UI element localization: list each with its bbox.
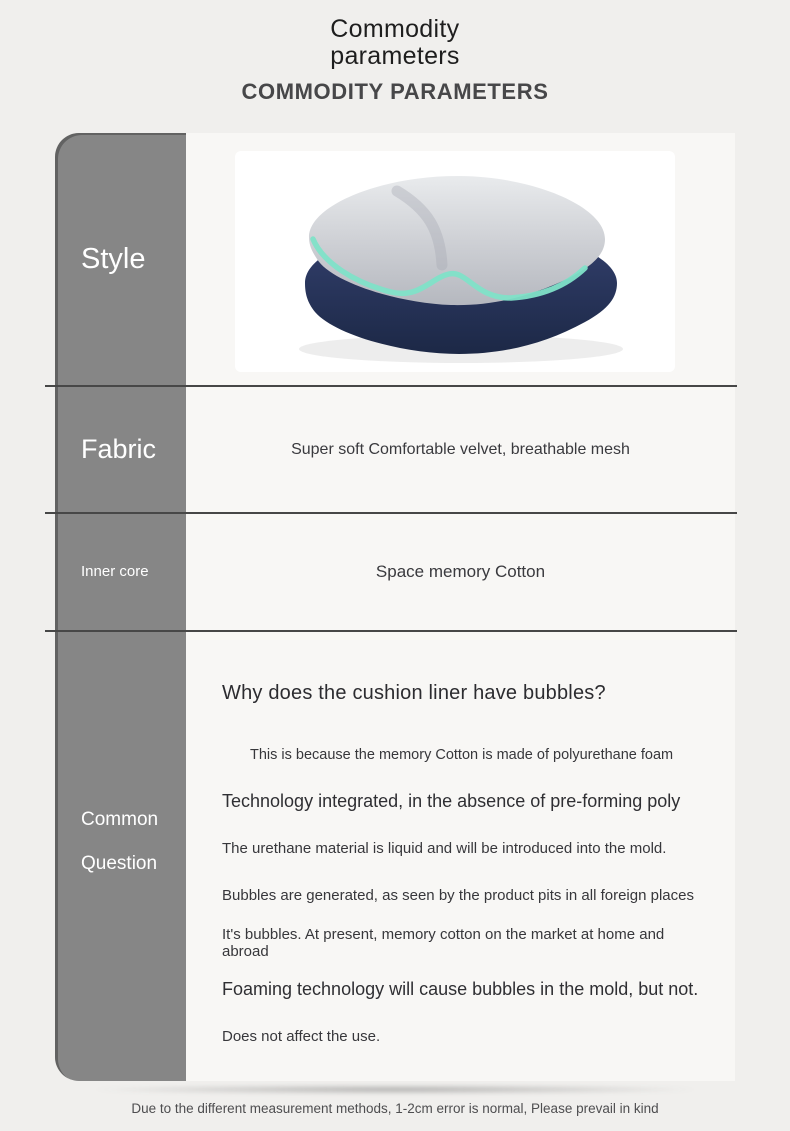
qa-answer-line: It's bubbles. At present, memory cotton on the market at home and abroad [222,925,665,960]
row-label-inner-core: Inner core [81,562,149,580]
qa-answer-line: Foaming technology will cause bubbles in the mold, but not. [222,979,699,999]
inner-core-value: Space memory Cotton [375,562,546,581]
row-label-style: Style [81,243,146,275]
row-label-fabric: Fabric [81,434,157,464]
page-title [330,16,459,70]
qa-answer-line: Does not affect the use. [222,1028,381,1045]
page-title-line1: Commodity [330,15,460,43]
measurement-disclaimer: Due to the different measurement methods, 1-2cm error is normal, Please prevail in kind [131,1101,659,1116]
page-title-line2: parameters [330,42,460,70]
row-inner-core-value [186,513,735,631]
row-common-question-value [186,631,735,1081]
qa-answer-line: The urethane material is liquid and will be introduced into the mold. [222,840,667,857]
product-image-frame [235,151,675,372]
table-value-column [186,133,735,1081]
row-fabric-value [186,386,735,513]
qa-answer-line: This is because the memory Cotton is made of polyurethane foam [250,746,674,763]
fabric-value: Super soft Comfortable velvet, breathable mesh [291,440,630,458]
row-separator [45,512,737,514]
row-style-value [186,133,735,386]
qa-answer-line: Bubbles are generated, as seen by the product pits in all foreign places [222,887,694,904]
table-label-column [55,133,186,1081]
qa-answer-line: Technology integrated, in the absence of pre-forming poly [222,791,681,811]
product-image [235,151,675,372]
page-subtitle: COMMODITY PARAMETERS [241,79,549,104]
commodity-parameters-table [55,133,735,1081]
table-bottom-shadow [95,1085,695,1094]
qa-question: Why does the cushion liner have bubbles? [222,681,606,704]
row-label-common-question: Common Question [81,809,159,874]
row-separator [45,385,737,387]
header [0,16,790,105]
row-separator [45,630,737,632]
